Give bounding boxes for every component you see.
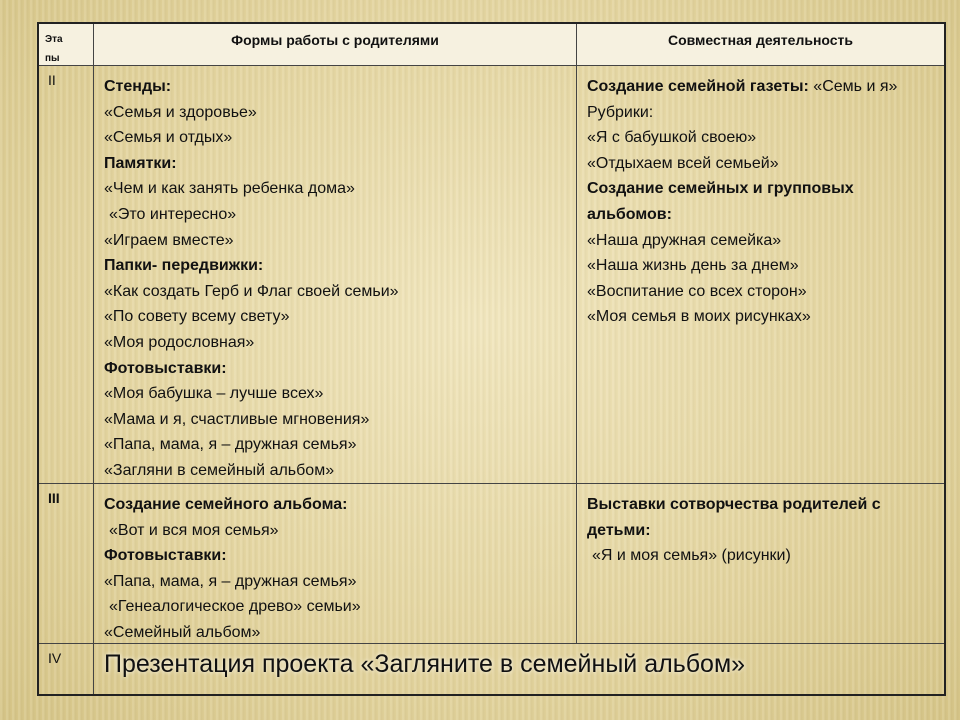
forms-item: «По совету всему свету»: [104, 308, 290, 326]
joint-lead: [587, 74, 934, 100]
header-stage-line: Эта: [45, 34, 63, 45]
header-forms: Формы работы с родителями: [94, 24, 577, 66]
joint-item: «Отдыхаем всей семьей»: [587, 154, 779, 172]
forms-item: «Семья и здоровье»: [104, 103, 257, 121]
header-stage: [39, 24, 94, 66]
forms-item: «Это интересно»: [109, 205, 237, 223]
joint-item: «Наша жизнь день за днем»: [587, 257, 799, 275]
forms-item: «Чем и как занять ребенка дома»: [104, 180, 355, 198]
presentation-title: Презентация проекта «Загляните в семейный альбом»: [104, 650, 746, 678]
stage-iii: III: [39, 484, 94, 644]
forms-item: «Моя родословная»: [104, 333, 255, 351]
stage-iv: IV: [39, 644, 94, 694]
joint-iii: [577, 484, 944, 644]
activities-table: [37, 22, 946, 696]
joint-item: «Я и моя семья» (рисунки): [592, 547, 791, 565]
joint-lead-bold: Создание семейной газеты:: [587, 78, 809, 95]
forms-item: «Играем вместе»: [104, 231, 234, 249]
forms-heading: Фотовыставки:: [104, 359, 227, 377]
forms-heading: Памятки:: [104, 154, 177, 172]
forms-item: «Семейный альбом»: [104, 623, 261, 641]
forms-item: «Папа, мама, я – дружная семья»: [104, 436, 357, 454]
forms-item: «Как создать Герб и Флаг своей семьи»: [104, 282, 399, 300]
joint-item: «Воспитание со всех сторон»: [587, 282, 807, 300]
forms-iii: [94, 484, 577, 644]
forms-item: «Папа, мама, я – дружная семья»: [104, 572, 357, 590]
forms-item: «Генеалогическое древо» семьи»: [109, 598, 361, 616]
joint-item: Рубрики:: [587, 103, 654, 121]
forms-heading: Фотовыставки:: [104, 547, 227, 565]
forms-item: «Моя бабушка – лучше всех»: [104, 385, 324, 403]
joint-item: «Я с бабушкой своею»: [587, 129, 757, 147]
forms-item: «Вот и вся моя семья»: [109, 521, 279, 539]
forms-item: «Загляни в семейный альбом»: [104, 461, 335, 479]
joint-item: «Наша дружная семейка»: [587, 231, 782, 249]
joint-heading: Выставки сотворчества родителей с детьми:: [587, 496, 881, 539]
forms-heading: Папки- передвижки:: [104, 257, 264, 275]
forms-heading: Создание семейного альбома:: [104, 496, 348, 513]
joint-ii: [577, 66, 944, 484]
forms-item: «Семья и отдых»: [104, 129, 233, 147]
forms-item: «Мама и я, счастливые мгновения»: [104, 410, 370, 428]
header-stage-line: пы: [45, 53, 60, 64]
forms-ii: [94, 66, 577, 484]
stage-ii: II: [39, 66, 94, 484]
joint-heading: Создание семейных и групповых альбомов:: [587, 180, 854, 223]
joint-lead-rest: «Семь и я»: [808, 78, 898, 95]
header-joint: Совместная деятельность: [577, 24, 944, 66]
forms-heading: Стенды:: [104, 78, 172, 95]
joint-item: «Моя семья в моих рисунках»: [587, 308, 811, 326]
